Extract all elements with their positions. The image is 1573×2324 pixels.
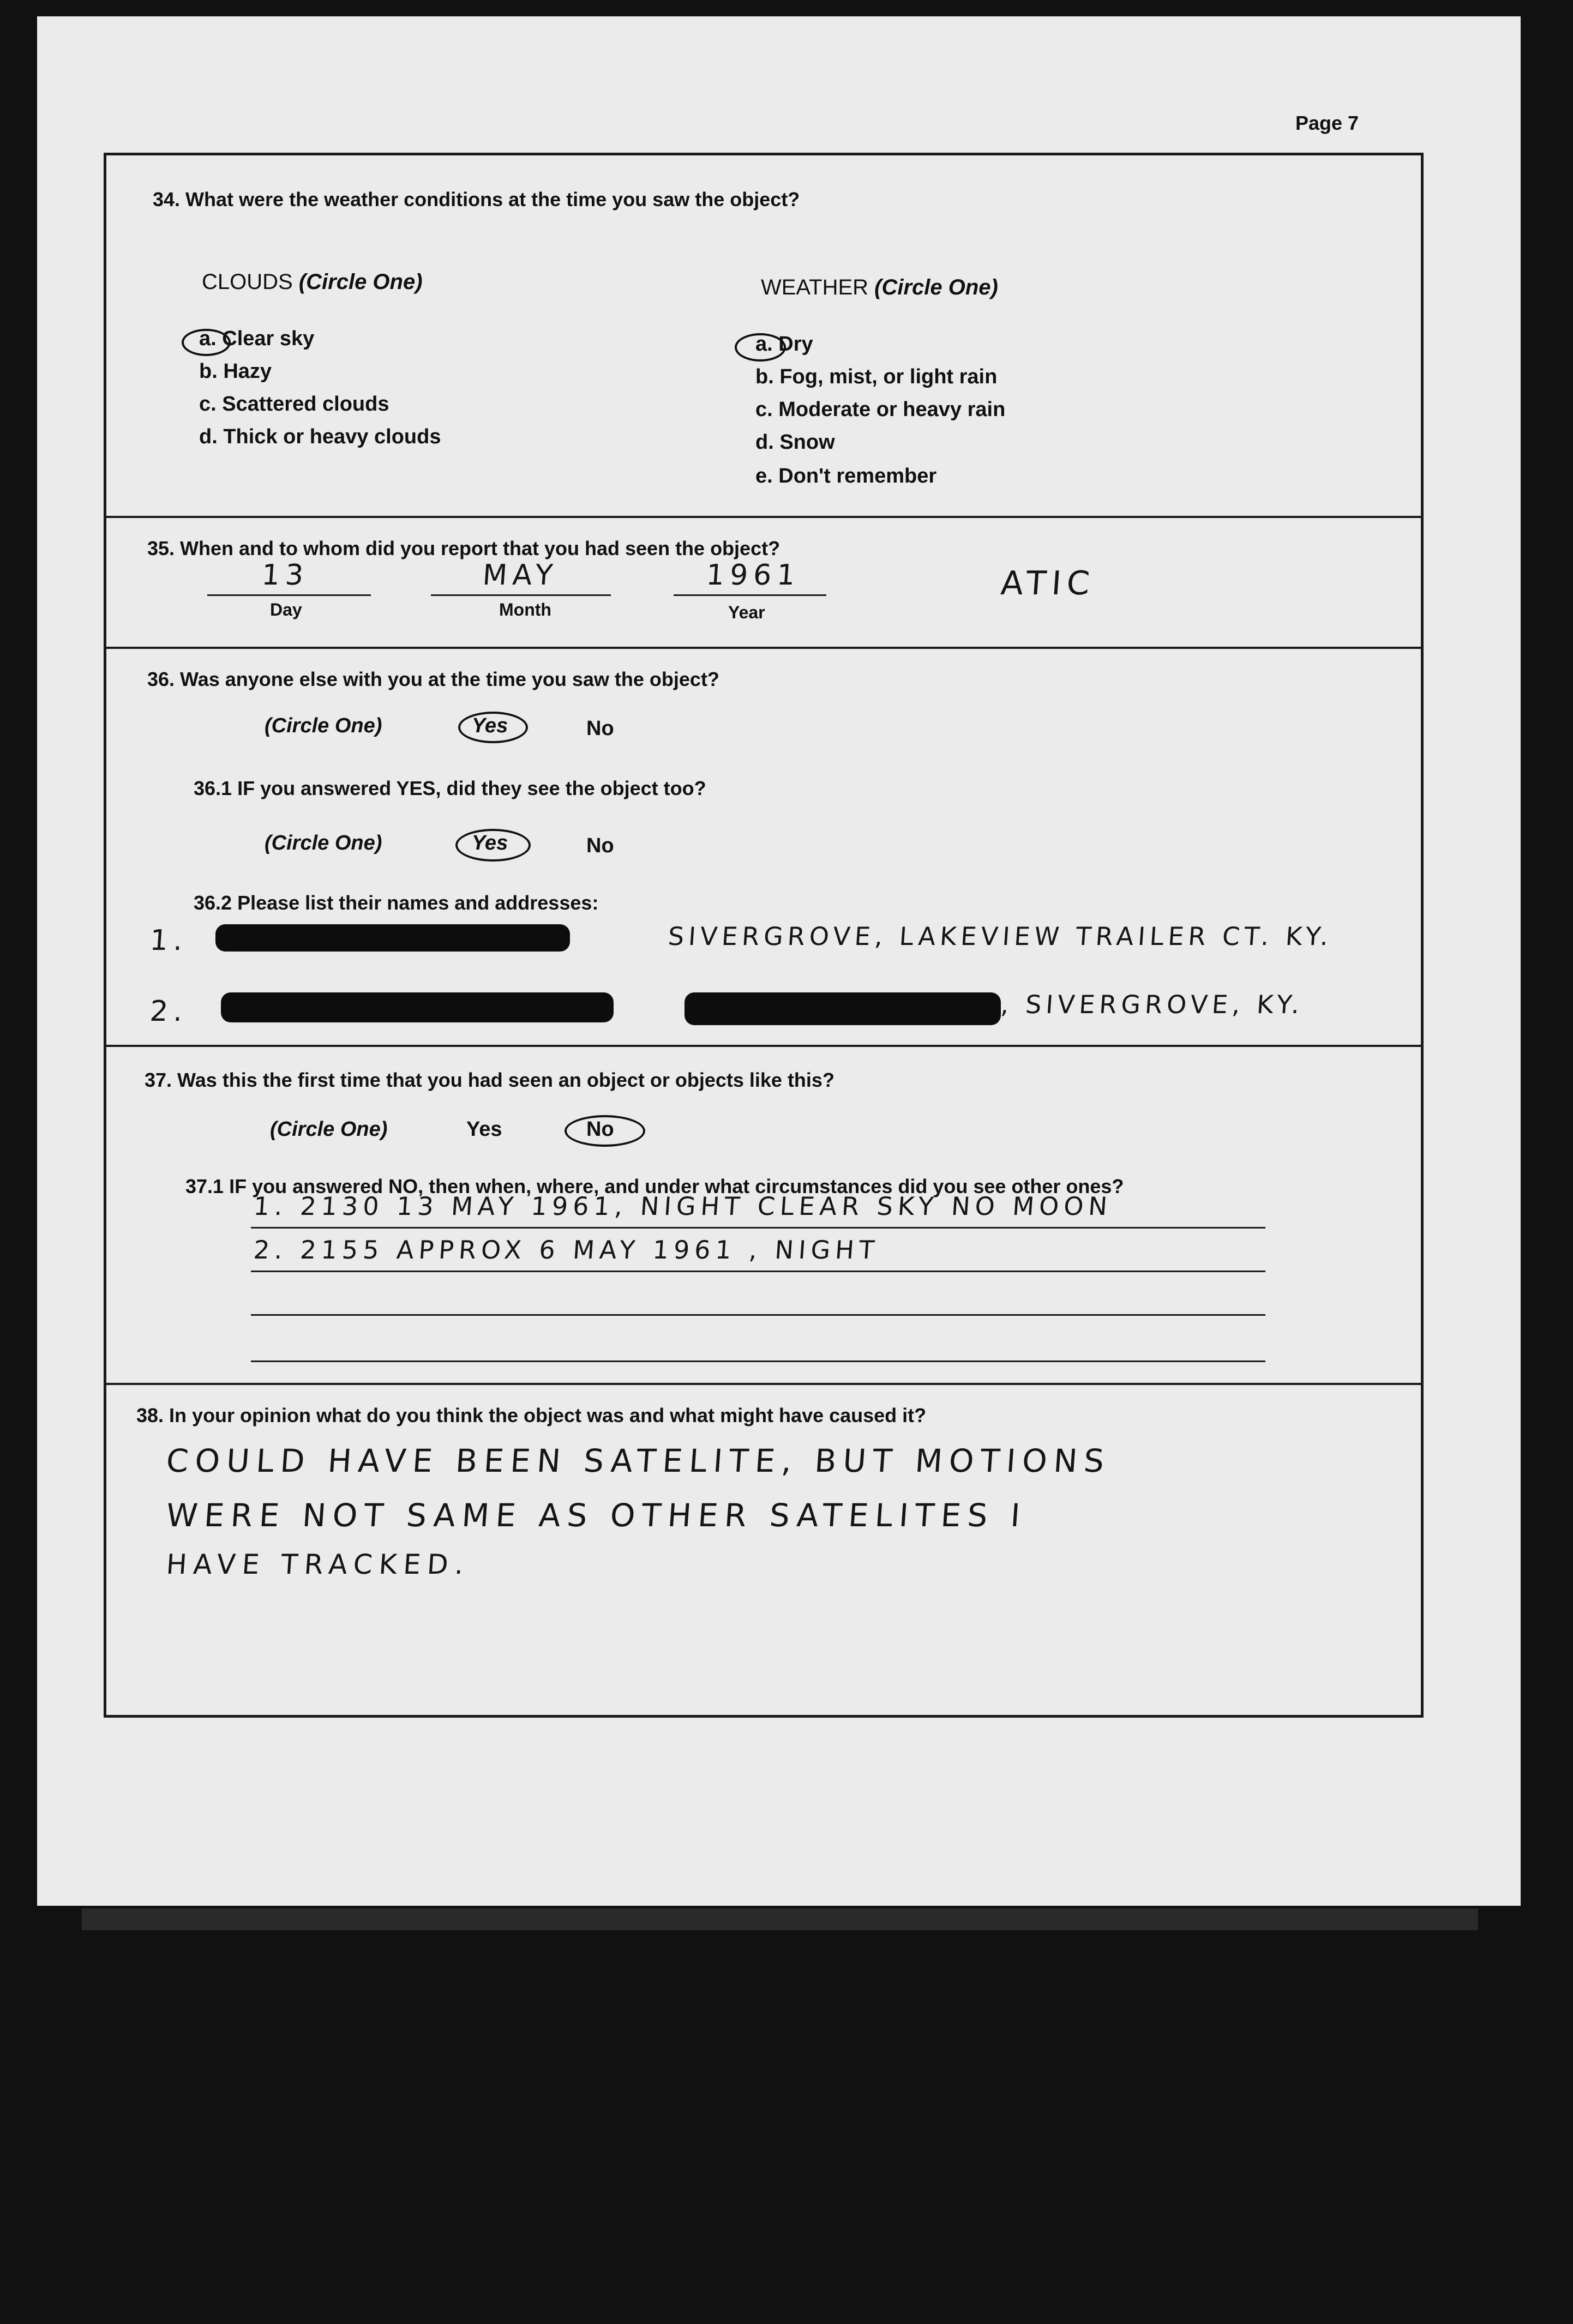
weather-heading: WEATHER (Circle One) <box>761 275 998 299</box>
circle-mark-q36-yes <box>458 712 528 743</box>
year-underline <box>674 594 826 596</box>
entry-2-number: 2. <box>148 995 189 1028</box>
answer-line-rule-2 <box>251 1271 1265 1272</box>
answer-line-rule-3 <box>251 1314 1265 1316</box>
question-35: 35. When and to whom did you report that you had seen the object? <box>147 537 781 559</box>
q37-no-option[interactable]: No <box>586 1118 614 1141</box>
month-label: Month <box>499 600 551 619</box>
scan-shadow <box>82 1908 1478 1930</box>
clouds-option-b[interactable]: b. Hazy <box>199 360 272 383</box>
entry-1-address[interactable]: SIVERGROVE, LAKEVIEW TRAILER CT. KY. <box>667 922 1334 951</box>
question-36-1: 36.1 IF you answered YES, did they see the object too? <box>194 777 706 799</box>
question-37-1: 37.1 IF you answered NO, then when, where, and under what circumstances did you see other ones? <box>185 1175 1124 1197</box>
section-q36 <box>106 649 1421 1047</box>
q38-answer-line-1[interactable]: COULD HAVE BEEN SATELITE, BUT MOTIONS <box>165 1442 1112 1479</box>
weather-option-b[interactable]: b. Fog, mist, or light rain <box>755 365 998 388</box>
answer-line-rule-1 <box>251 1227 1265 1229</box>
day-label: Day <box>270 600 302 619</box>
q36-1-yes-option[interactable]: Yes <box>472 832 508 854</box>
redacted-name-2 <box>221 992 614 1022</box>
year-label: Year <box>728 603 765 622</box>
question-38: 38. In your opinion what do you think the object was and what might have caused it? <box>136 1404 927 1426</box>
section-q37 <box>106 1047 1421 1385</box>
report-month-value[interactable]: MAY <box>481 559 560 592</box>
circle-one-label-36: (Circle One) <box>265 714 382 737</box>
clouds-option-a[interactable]: a. Clear sky <box>199 327 315 350</box>
clouds-option-c[interactable]: c. Scattered clouds <box>199 393 389 416</box>
month-underline <box>431 594 611 596</box>
questionnaire-form <box>104 153 1424 1718</box>
circle-one-label-36-1: (Circle One) <box>265 832 382 854</box>
weather-option-c[interactable]: c. Moderate or heavy rain <box>755 398 1006 421</box>
weather-option-d[interactable]: d. Snow <box>755 431 835 454</box>
question-36-2: 36.2 Please list their names and addresses: <box>194 892 599 914</box>
circle-mark-dry <box>735 333 786 362</box>
report-year-value[interactable]: 1961 <box>705 559 802 592</box>
question-34: 34. What were the weather conditions at the time you saw the object? <box>153 188 800 210</box>
q36-no-option[interactable]: No <box>586 717 614 740</box>
entry-1-number: 1. <box>148 924 189 957</box>
q37-answer-line-1[interactable]: 1. 2130 13 MAY 1961, NIGHT CLEAR SKY NO MOON <box>253 1191 1113 1221</box>
circle-mark-clear-sky <box>182 329 231 356</box>
q38-answer-line-2[interactable]: WERE NOT SAME AS OTHER SATELITES I <box>165 1497 1028 1534</box>
question-36: 36. Was anyone else with you at the time you saw the object? <box>147 668 719 690</box>
q36-yes-option[interactable]: Yes <box>472 714 508 737</box>
redacted-address-2 <box>685 992 1001 1025</box>
q37-yes-option[interactable]: Yes <box>466 1118 502 1141</box>
redacted-name-1 <box>215 924 570 952</box>
q36-1-no-option[interactable]: No <box>586 834 614 857</box>
answer-line-rule-4 <box>251 1360 1265 1362</box>
entry-2-address[interactable]: , SIVERGROVE, KY. <box>1000 990 1305 1019</box>
circle-mark-q37-no <box>565 1115 645 1147</box>
clouds-option-d[interactable]: d. Thick or heavy clouds <box>199 425 441 448</box>
question-37: 37. Was this the first time that you had seen an object or objects like this? <box>145 1069 834 1091</box>
report-day-value[interactable]: 13 <box>260 559 310 592</box>
report-recipient-value[interactable]: ATIC <box>999 564 1097 603</box>
page-number: Page 7 <box>1295 112 1359 134</box>
day-underline <box>207 594 371 596</box>
q37-answer-line-2[interactable]: 2. 2155 APPROX 6 MAY 1961 , NIGHT <box>253 1235 880 1265</box>
q38-answer-line-3[interactable]: HAVE TRACKED. <box>165 1549 471 1580</box>
weather-option-a[interactable]: a. Dry <box>755 333 813 356</box>
circle-one-label-37: (Circle One) <box>270 1118 388 1141</box>
section-q34 <box>106 155 1421 518</box>
clouds-heading: CLOUDS (Circle One) <box>202 270 423 294</box>
weather-option-e[interactable]: e. Don't remember <box>755 465 937 487</box>
circle-mark-q36-1-yes <box>455 829 531 862</box>
section-q38 <box>106 1385 1421 1715</box>
section-q35 <box>106 518 1421 649</box>
